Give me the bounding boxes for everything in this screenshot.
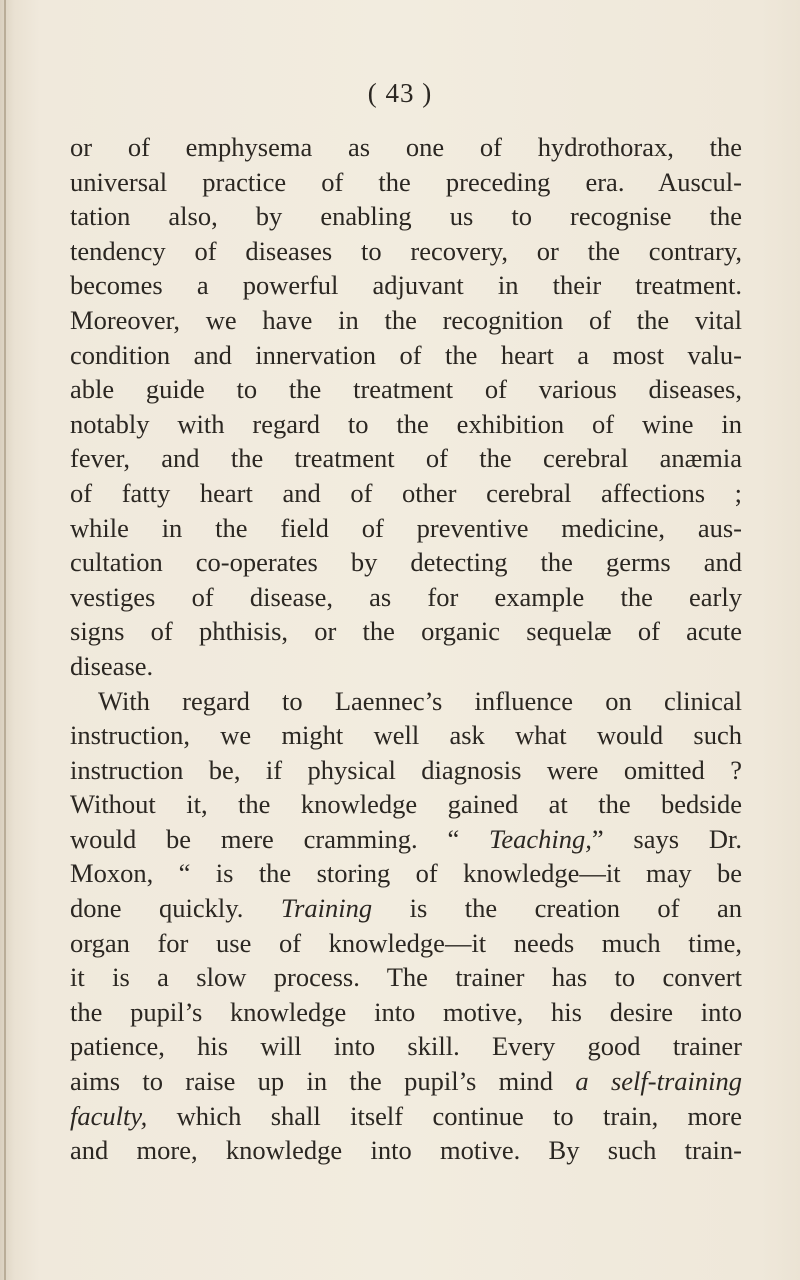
text-segment: done quickly. [70, 893, 281, 924]
text-line: patience, his will into skill. Every good trainer [70, 1031, 742, 1062]
text-segment: would be mere cramming. “ [70, 823, 490, 854]
page-gutter-edge [4, 0, 6, 1280]
text-line: instruction be, if physical diagnosis were omitted ? [70, 754, 742, 785]
text-line: tation also, by enabling us to recognise the [70, 201, 742, 232]
text-line: condition and innervation of the heart a most valu- [70, 339, 742, 370]
text-segment: aims to raise up in the pupil’s mind [70, 1066, 576, 1097]
text-line: and more, knowledge into motive. By such train- [70, 1135, 742, 1166]
page-number: ( 43 ) [367, 78, 433, 108]
text-line: tendency of diseases to recovery, or the contrary, [70, 235, 742, 266]
italic-text: a self-training [575, 1066, 742, 1097]
text-line: fever, and the treatment of the cerebral anæmia [70, 443, 742, 474]
italic-text: Training [280, 893, 373, 924]
text-line: or of emphysema as one of hydrothorax, the [70, 132, 742, 162]
text-line: the pupil’s knowledge into motive, his desire into [70, 996, 742, 1027]
text-line: while in the field of preventive medicine, aus- [70, 512, 742, 543]
text-line: cultation co-operates by detecting the germs and [70, 547, 742, 578]
text-line: of fatty heart and of other cerebral affections ; [70, 477, 742, 508]
text-line: becomes a powerful adjuvant in their treatment. [70, 270, 742, 301]
text-line [70, 891, 742, 926]
text-line: notably with regard to the exhibition of wine in [70, 408, 742, 439]
text-line [70, 1064, 742, 1099]
text-line: Moxon, “ is the storing of knowledge—it may be [70, 858, 742, 889]
text-segment: ” says Dr. [591, 823, 742, 854]
body-text [70, 130, 742, 1168]
text-line: Without it, the knowledge gained at the bedside [70, 789, 742, 820]
text-line: organ for use of knowledge—it needs much time, [70, 927, 742, 958]
italic-text: faculty, [70, 1100, 148, 1131]
text-line: instruction, we might well ask what would such [70, 720, 742, 751]
text-line: Moreover, we have in the recognition of the vital [70, 304, 742, 335]
text-line: it is a slow process. The trainer has to convert [70, 962, 742, 993]
paragraph-start-line: With regard to Laennec’s influence on clinical [98, 685, 742, 716]
text-line [70, 822, 742, 857]
text-line: able guide to the treatment of various diseases, [70, 374, 742, 405]
text-line: disease. [70, 650, 154, 681]
text-line [70, 1099, 742, 1134]
text-line: universal practice of the preceding era. Auscul- [70, 166, 742, 197]
text-line: signs of phthisis, or the organic sequelæ of acute [70, 616, 742, 647]
text-segment: which shall itself continue to train, more [147, 1100, 742, 1131]
italic-text: Teaching, [489, 823, 592, 854]
text-line: vestiges of disease, as for example the early [70, 581, 742, 612]
text-segment: is the creation of an [372, 893, 742, 924]
